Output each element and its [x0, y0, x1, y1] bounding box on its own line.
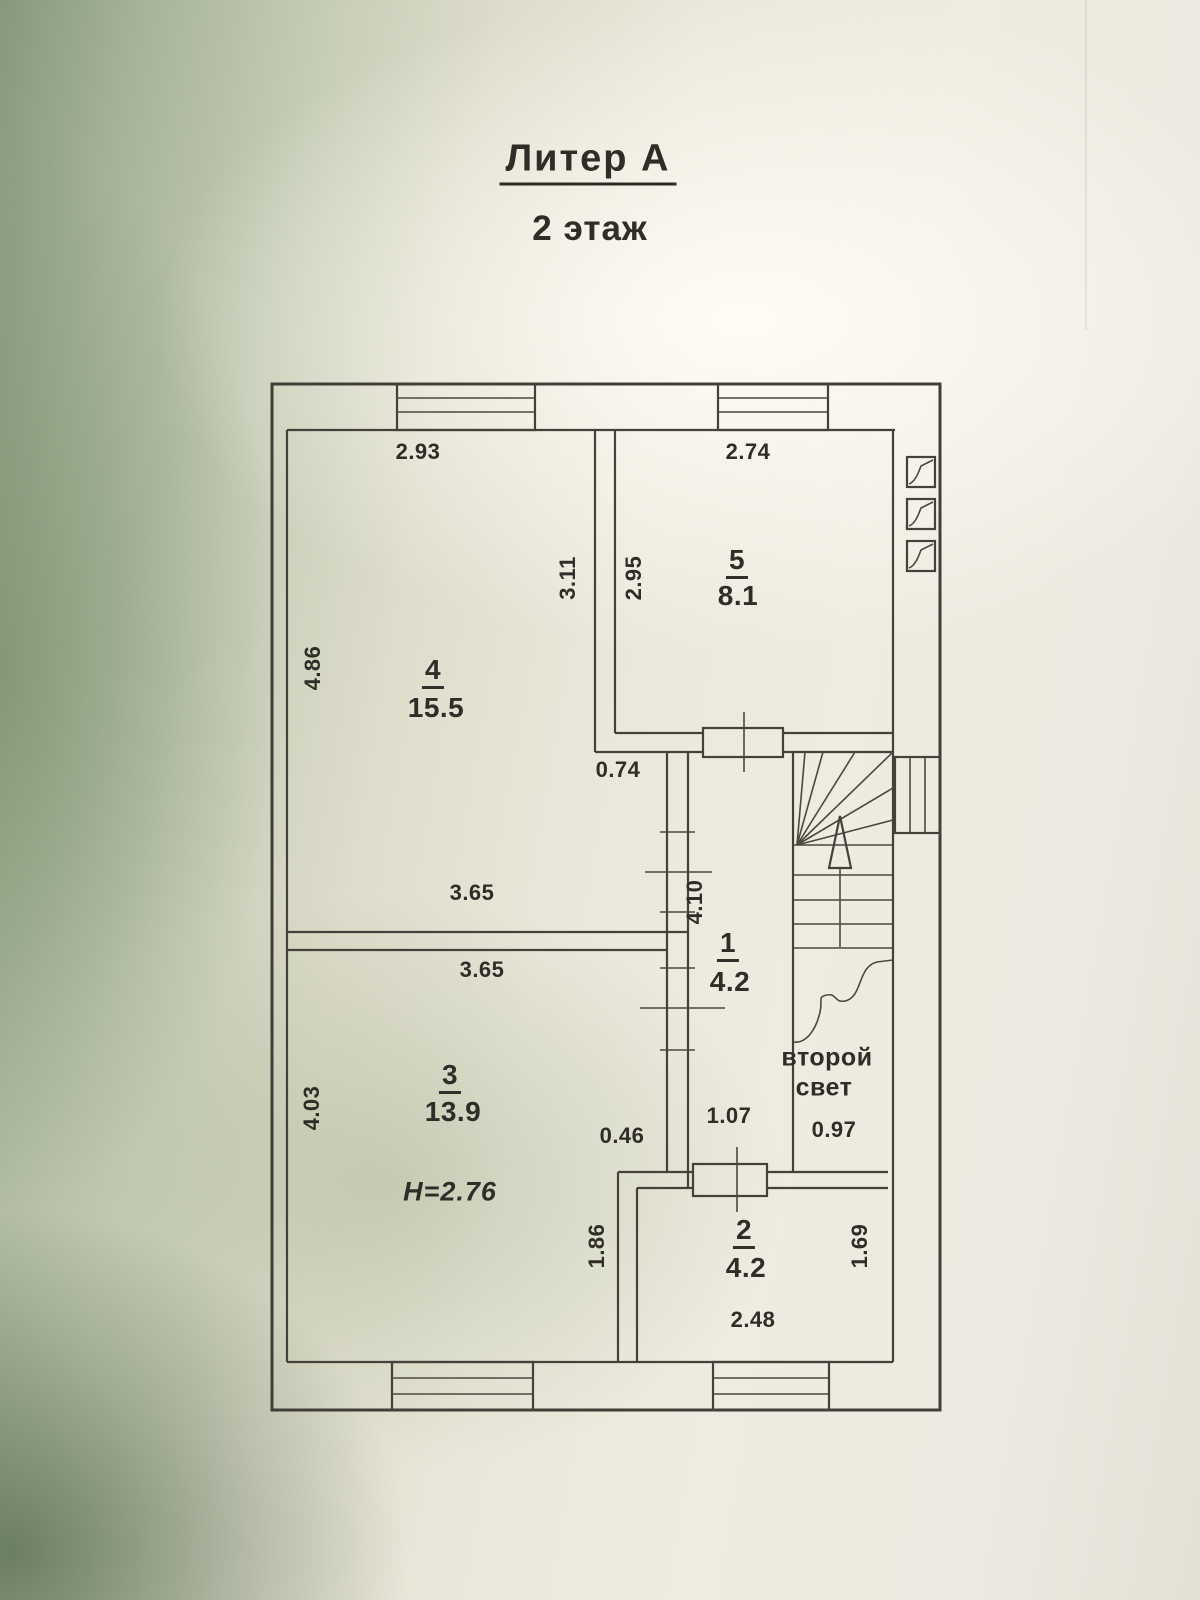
interior-walls [287, 430, 893, 1362]
dim-room3-left: 4.03 [299, 1085, 324, 1131]
dim-room4-left: 4.86 [300, 645, 325, 691]
dim-room4-top: 2.93 [395, 439, 441, 464]
floor-subtitle: 2 этаж [532, 209, 648, 248]
dim-wall-jog-top: 0.74 [595, 757, 641, 782]
plan-title [500, 138, 677, 181]
room-1-number: 1 [717, 927, 739, 959]
dim-room3-right: 1.86 [584, 1223, 609, 1269]
dim-second-light-width: 0.97 [811, 1117, 857, 1142]
stair-break-line [793, 960, 893, 1042]
room-2-area: 4.2 [725, 1252, 767, 1283]
dim-room5-top: 2.74 [725, 439, 771, 464]
dim-room2-right: 1.69 [847, 1223, 872, 1269]
door-openings [640, 712, 783, 1212]
room-4-area: 15.5 [407, 692, 465, 723]
room-5-number: 5 [726, 544, 748, 576]
flue-vents [907, 457, 935, 571]
dim-room2-bottom: 2.48 [730, 1307, 776, 1332]
ceiling-height-note: Н=2.76 [403, 1176, 497, 1207]
room-2-number: 2 [733, 1214, 755, 1246]
plan-title-text: Литер А [500, 138, 677, 186]
room-4-number: 4 [422, 654, 444, 686]
dim-room5-left: 2.95 [621, 555, 646, 601]
staircase [793, 752, 893, 1042]
dim-room4-bottom: 3.65 [449, 880, 495, 905]
room-5-area: 8.1 [717, 580, 759, 611]
second-light-label-line2: свет [795, 1073, 853, 1102]
dim-corridor-length: 4.10 [682, 879, 707, 925]
room-3-area: 13.9 [424, 1096, 482, 1127]
dim-room3-top: 3.65 [459, 957, 505, 982]
second-light-label-line1: второй [781, 1043, 873, 1072]
room-1-area: 4.2 [709, 966, 751, 997]
dim-room4-right: 3.11 [555, 556, 580, 600]
room-3-number: 3 [439, 1059, 461, 1091]
dim-corridor-width: 1.07 [706, 1103, 752, 1128]
dim-wall-jog-bottom: 0.46 [599, 1123, 645, 1148]
